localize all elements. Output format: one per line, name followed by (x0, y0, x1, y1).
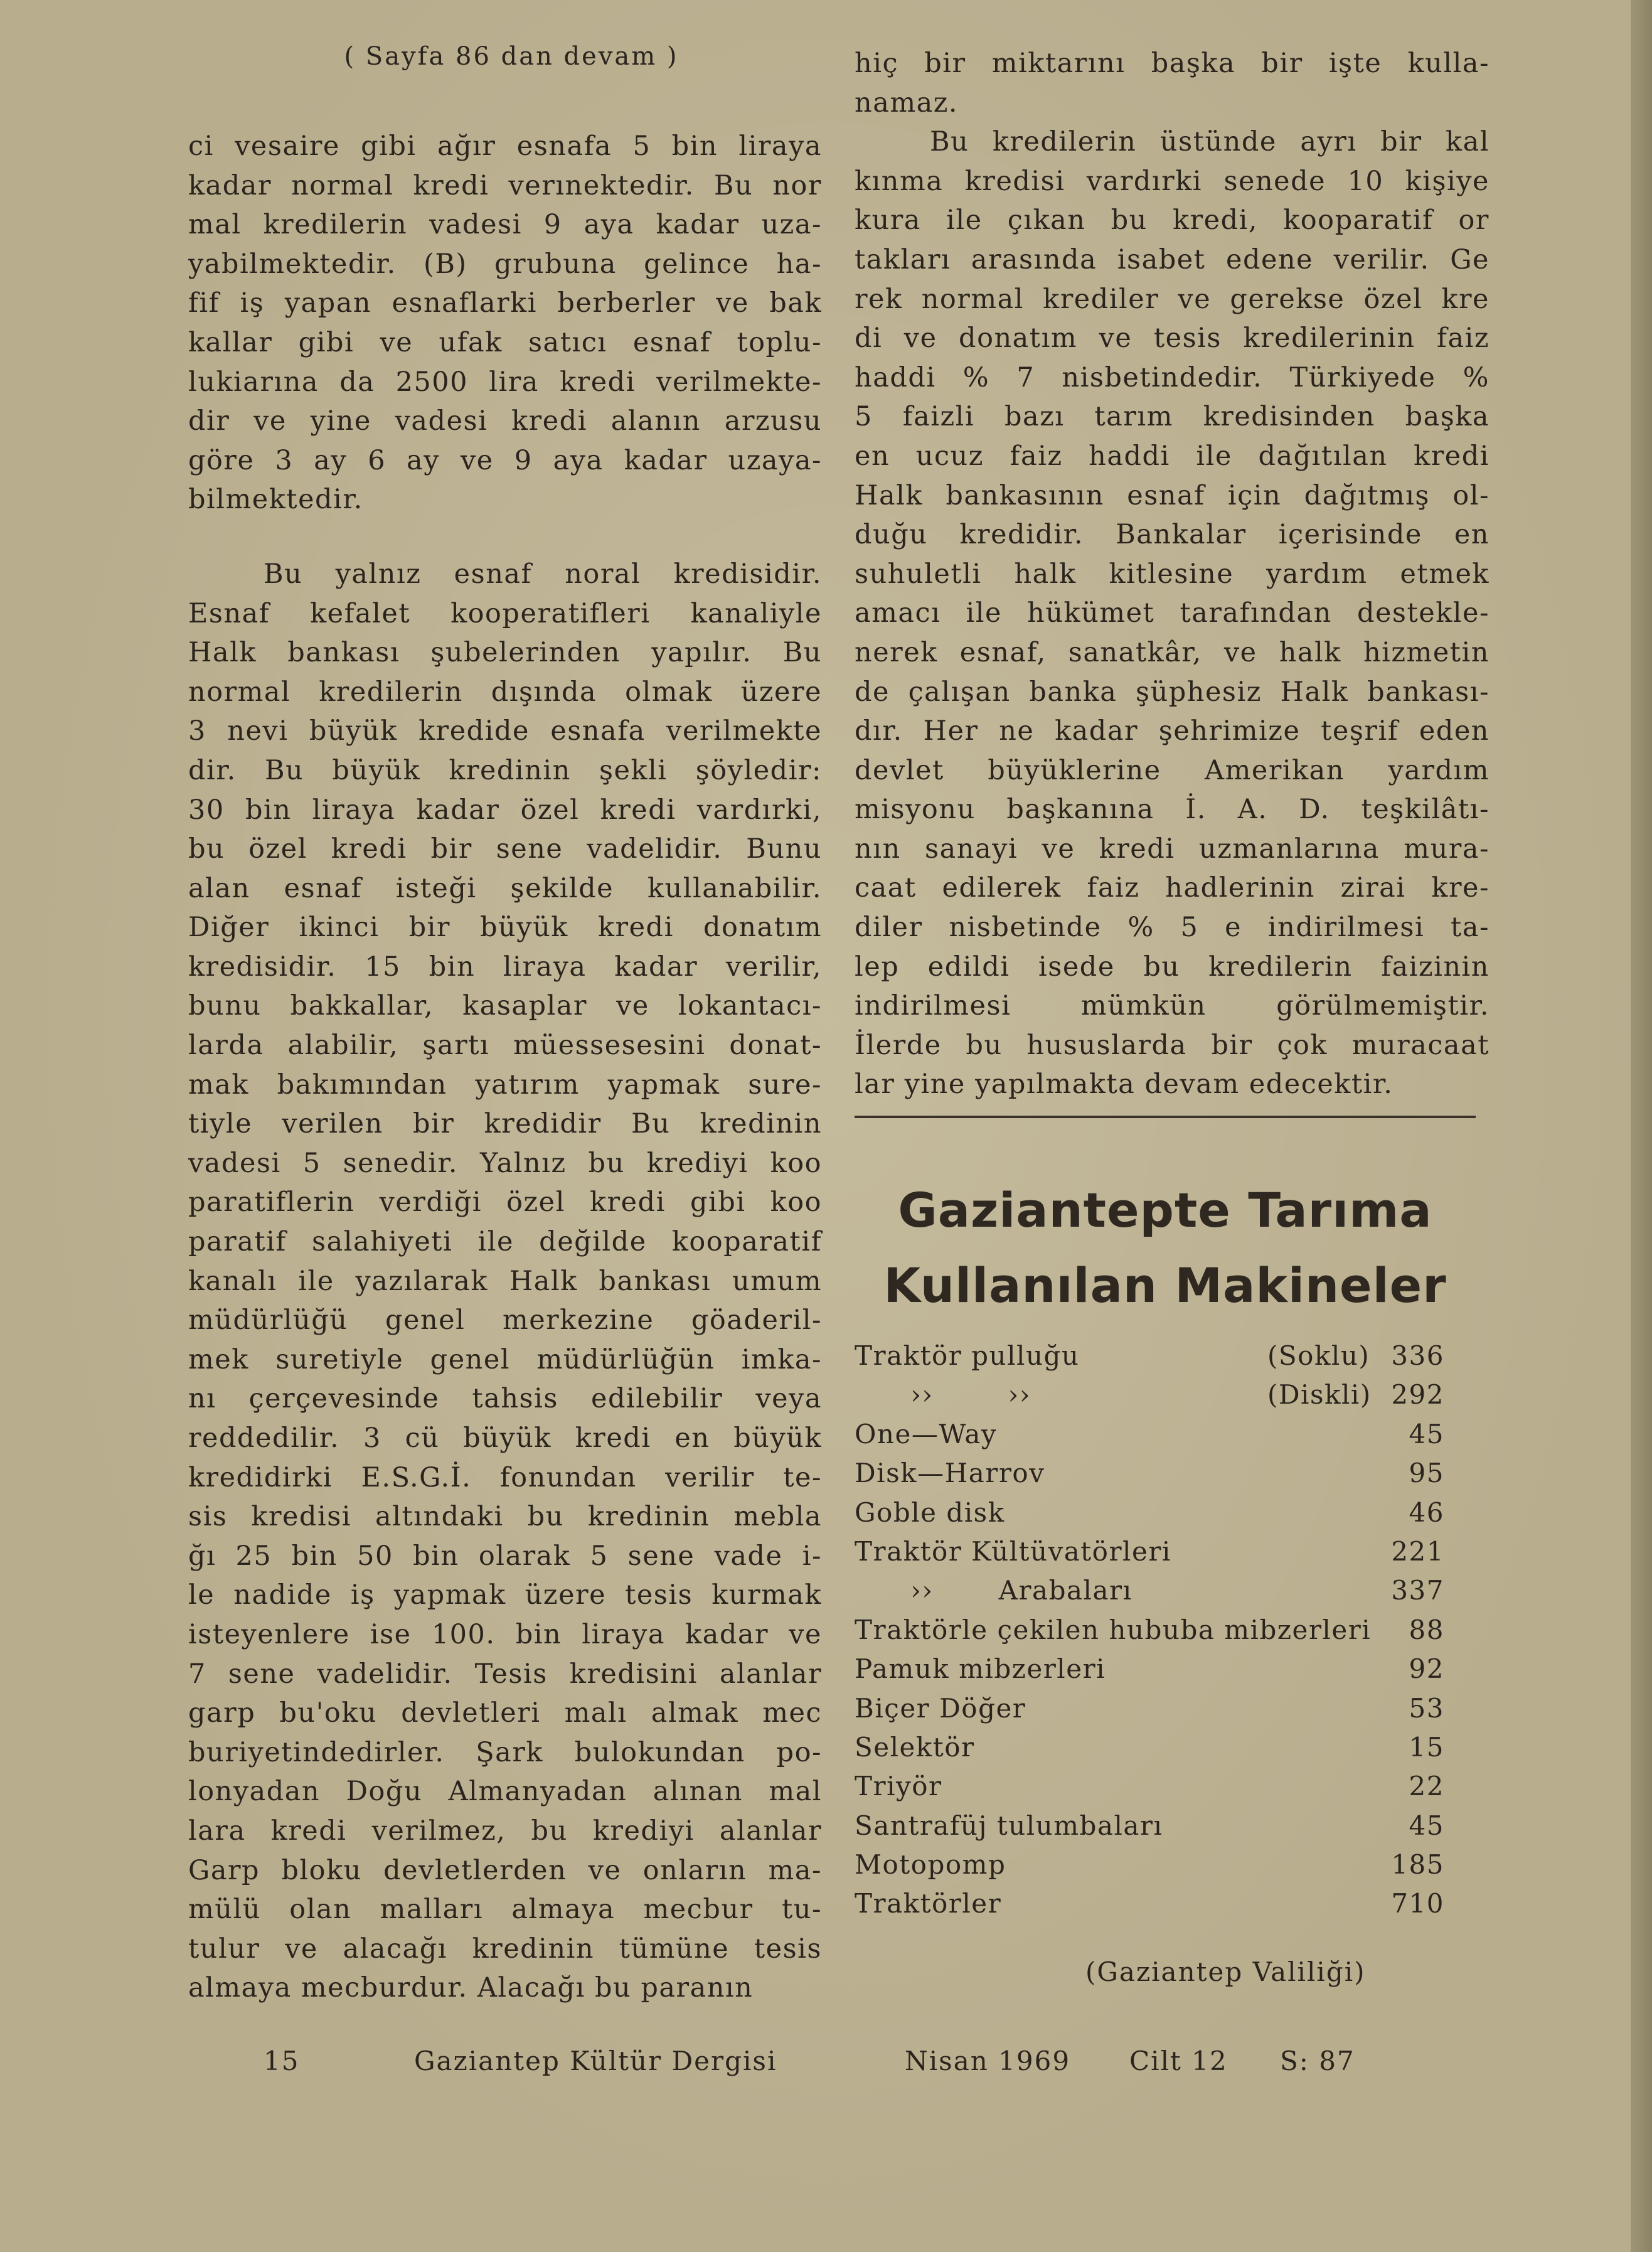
text-line: misyonu başkanına İ. A. D. teşkilâtı- (855, 794, 1489, 826)
text-line: hiç bir miktarını başka bir işte kulla- (855, 48, 1489, 79)
machine-name: ›› ›› (855, 1379, 1031, 1411)
table-row (855, 1689, 1444, 1728)
text-line: kanalı ile yazılarak Halk bankası umum (188, 1265, 822, 1297)
text-line: paratif salahiyeti ile değilde kooparatif (188, 1226, 822, 1258)
machine-name: Selektör (855, 1731, 975, 1763)
left-column (188, 44, 822, 2008)
text-line: amacı ile hükümet tarafından destekle- (855, 597, 1489, 629)
text-line: namaz. (855, 87, 959, 119)
text-line: kınma kredisi vardırki senede 10 kişiye (855, 165, 1489, 197)
table-row (855, 1650, 1444, 1689)
text-line: indirilmesi mümkün görülmemiştir. (855, 990, 1489, 1022)
machine-count: 15 (1409, 1731, 1444, 1763)
machine-count: 710 (1391, 1888, 1444, 1919)
text-line: dır. Her ne kadar şehrimize teşrif eden (855, 715, 1489, 747)
machine-count: 45 (1409, 1810, 1444, 1841)
machine-name: Goble disk (855, 1497, 1005, 1528)
text-line: yabilmektedir. (B) grubuna gelince ha- (188, 248, 822, 280)
text-line: almaya mecburdur. Alacağı bu paranın (188, 1972, 754, 2004)
text-line: paratiflerin verdiği özel kredi gibi koo (188, 1187, 822, 1219)
machine-name: Santrafüj tulumbaları (855, 1810, 1163, 1841)
text-line: ğı 25 bin 50 bin olarak 5 sene vade i- (188, 1540, 822, 1572)
text-line: Halk bankasının esnaf için dağıtmış ol- (855, 479, 1489, 511)
machine-table (855, 1337, 1444, 1924)
text-line: bu özel kredi bir sene vadelidir. Bunu (188, 833, 822, 865)
text-line: nı çerçevesinde tahsis edilebilir veya (188, 1383, 822, 1415)
text-line: dir ve yine vadesi kredi alanın arzusu (188, 405, 822, 437)
text-line: mal kredilerin vadesi 9 aya kadar uza- (188, 209, 822, 241)
text-line: de çalışan banka şüphesiz Halk bankası- (855, 676, 1489, 708)
text-line: Esnaf kefalet kooperatifleri kanaliyle (188, 597, 822, 629)
text-line: Garp bloku devletlerden ve onların ma- (188, 1854, 822, 1886)
text-line: kredidirki E.S.G.İ. fonundan verilir te- (188, 1461, 822, 1493)
machine-count: 92 (1409, 1653, 1444, 1685)
text-line: mak bakımından yatırım yapmak sure- (188, 1069, 822, 1101)
table-row (855, 1767, 1444, 1806)
machine-count: 336 (1391, 1340, 1444, 1371)
machine-name: Biçer Döğer (855, 1692, 1026, 1724)
text-line: sis kredisi altındaki bu kredinin mebla (188, 1501, 822, 1533)
text-line: nerek esnaf, sanatkâr, ve halk hizmetin (855, 636, 1489, 668)
machine-count: 45 (1409, 1418, 1444, 1449)
text-line: 7 sene vadelidir. Tesis kredisini alanlar (188, 1658, 822, 1690)
table-row (855, 1532, 1444, 1571)
text-line: lep edildi isede bu kredilerin faizinin (855, 951, 1489, 983)
text-line: İlerde bu hususlarda bir çok muracaat (855, 1029, 1489, 1061)
text-line: en ucuz faiz haddi ile dağıtılan kredi (855, 440, 1489, 472)
text-line: kadar normal kredi verınektedir. Bu nor (188, 169, 822, 201)
text-line: larda alabilir, şartı müessesesini donat- (188, 1030, 822, 1062)
text-line: tiyle verilen bir kredidir Bu kredinin (188, 1108, 822, 1140)
text-line: duğu kredidir. Bankalar içerisinde en (855, 519, 1489, 551)
machine-name: Pamuk mibzerleri (855, 1653, 1106, 1685)
table-row (855, 1884, 1444, 1923)
table-source: (Gaziantep Valiliği) (1085, 1956, 1366, 1987)
footer-issue-date: Nisan 1969 (905, 2046, 1071, 2076)
text-line: bilmektedir. (188, 484, 363, 516)
text-line: le nadide iş yapmak üzere tesis kurmak (188, 1579, 822, 1611)
machine-name: Traktör pulluğu (855, 1340, 1080, 1371)
text-line: Bu kredilerin üstünde ayrı bir kal (930, 126, 1489, 158)
machine-count: 95 (1409, 1458, 1444, 1489)
text-line: devlet büyüklerine Amerikan yardım (855, 754, 1489, 786)
text-line: buriyetindedirler. Şark bulokundan po- (188, 1736, 822, 1768)
table-title-line1: Gaziantepte Tarıma (898, 1182, 1432, 1238)
text-line: mülü olan malları almaya mecbur tu- (188, 1894, 822, 1926)
text-line: tulur ve alacağı kredinin tümüne tesis (188, 1933, 822, 1965)
table-row (855, 1845, 1444, 1884)
text-line: diler nisbetinde % 5 e indirilmesi ta- (855, 912, 1489, 944)
text-line: lara kredi verilmez, bu krediyi alanlar (188, 1815, 822, 1847)
text-line: ci vesaire gibi ağır esnafa 5 bin liraya (188, 131, 822, 162)
text-line: mek suretiyle genel müdürlüğün imka- (188, 1343, 822, 1375)
table-row (855, 1415, 1444, 1454)
text-line: caat edilerek faiz hadlerinin zirai kre- (855, 872, 1489, 904)
text-line: 5 faizli bazı tarım kredisinden başka (855, 401, 1489, 433)
text-line: göre 3 ay 6 ay ve 9 aya kadar uzaya- (188, 444, 822, 476)
table-row (855, 1571, 1444, 1610)
table-row (855, 1493, 1444, 1532)
text-line: lukiarına da 2500 lira kredi verilmekte- (188, 366, 822, 398)
table-row (855, 1611, 1444, 1650)
footer-page-ref: S: 87 (1280, 2046, 1355, 2076)
machine-name: Triyör (855, 1771, 942, 1802)
text-line: kredisidir. 15 bin liraya kadar verilir, (188, 951, 822, 983)
machine-type: (Diskli) (1267, 1379, 1372, 1411)
left-column-text (188, 127, 822, 2008)
table-row (855, 1454, 1444, 1493)
footer-page-number: 15 (264, 2046, 300, 2076)
text-line: kallar gibi ve ufak satıcı esnaf toplu- (188, 326, 822, 358)
table-row (855, 1375, 1444, 1414)
text-line: rek normal krediler ve gerekse özel kre (855, 283, 1489, 315)
page-edge (1631, 0, 1652, 2252)
machine-count: 22 (1409, 1771, 1444, 1802)
text-line: suhuletli halk kitlesine yardım etmek (855, 558, 1489, 590)
table-row (855, 1806, 1444, 1845)
text-line: reddedilir. 3 cü büyük kredi en büyük (188, 1422, 822, 1454)
machine-name: Disk—Harrov (855, 1458, 1045, 1489)
machine-count: 292 (1391, 1379, 1444, 1411)
text-line: 30 bin liraya kadar özel kredi vardırki, (188, 794, 822, 826)
right-column-text (855, 44, 1489, 1104)
machine-name: One—Way (855, 1418, 998, 1449)
machine-count: 53 (1409, 1692, 1444, 1724)
text-line: Bu yalnız esnaf noral kredisidir. (264, 558, 822, 590)
machine-name: Traktör Kültüvatörleri (855, 1535, 1171, 1567)
machine-count: 337 (1391, 1575, 1444, 1606)
machine-name: Traktörler (855, 1888, 1002, 1919)
table-row (855, 1728, 1444, 1767)
text-line: bunu bakkallar, kasaplar ve lokantacı- (188, 990, 822, 1022)
text-line: haddi % 7 nisbetindedir. Türkiyede % (855, 361, 1489, 393)
paragraph-gap (188, 520, 822, 555)
text-line: Diğer ikinci bir büyük kredi donatım (188, 912, 822, 944)
text-line: Halk bankası şubelerinden yapılır. Bu (188, 637, 822, 669)
right-column (855, 44, 1489, 1104)
text-line: takları arasında isabet edene verilir. Ge (855, 243, 1489, 275)
machine-count: 221 (1391, 1535, 1444, 1567)
table-row (855, 1337, 1444, 1375)
text-line: dir. Bu büyük kredinin şekli şöyledir: (188, 754, 822, 786)
text-line: alan esnaf isteği şekilde kullanabilir. (188, 872, 822, 904)
text-line: normal kredilerin dışında olmak üzere (188, 676, 822, 708)
text-line: vadesi 5 senedir. Yalnız bu krediyi koo (188, 1147, 822, 1179)
text-line: nın sanayi ve kredi uzmanlarına mura- (855, 833, 1489, 865)
text-line: müdürlüğü genel merkezine göaderil- (188, 1305, 822, 1337)
machine-name: ›› Arabaları (855, 1575, 1132, 1606)
text-line: fif iş yapan esnaflarki berberler ve bak (188, 287, 822, 319)
text-line: 3 nevi büyük kredide esnafa verilmekte (188, 715, 822, 747)
footer-magazine-name: Gaziantep Kültür Dergisi (414, 2046, 777, 2076)
text-line: di ve donatım ve tesis kredilerinin faiz (855, 323, 1489, 355)
machine-count: 185 (1391, 1849, 1444, 1881)
text-line: lonyadan Doğu Almanyadan alınan mal (188, 1776, 822, 1808)
footer-volume: Cilt 12 (1129, 2046, 1228, 2076)
machine-count: 46 (1409, 1497, 1444, 1528)
continuation-note: ( Sayfa 86 dan devam ) (344, 42, 679, 71)
text-line: isteyenlere ise 100. bin liraya kadar ve (188, 1618, 822, 1650)
machine-count: 88 (1409, 1614, 1444, 1645)
machine-type: (Soklu) (1267, 1340, 1370, 1371)
text-line: garp bu'oku devletleri malı almak mec (188, 1697, 822, 1729)
text-line: lar yine yapılmakta devam edecektir. (855, 1069, 1394, 1101)
machine-name: Motopomp (855, 1849, 1006, 1881)
table-title-line2: Kullanılan Makineler (883, 1257, 1447, 1313)
text-line: kura ile çıkan bu kredi, kooparatif or (855, 205, 1489, 237)
section-divider (855, 1116, 1476, 1118)
machine-name: Traktörle çekilen hububa mibzerleri (855, 1614, 1372, 1645)
